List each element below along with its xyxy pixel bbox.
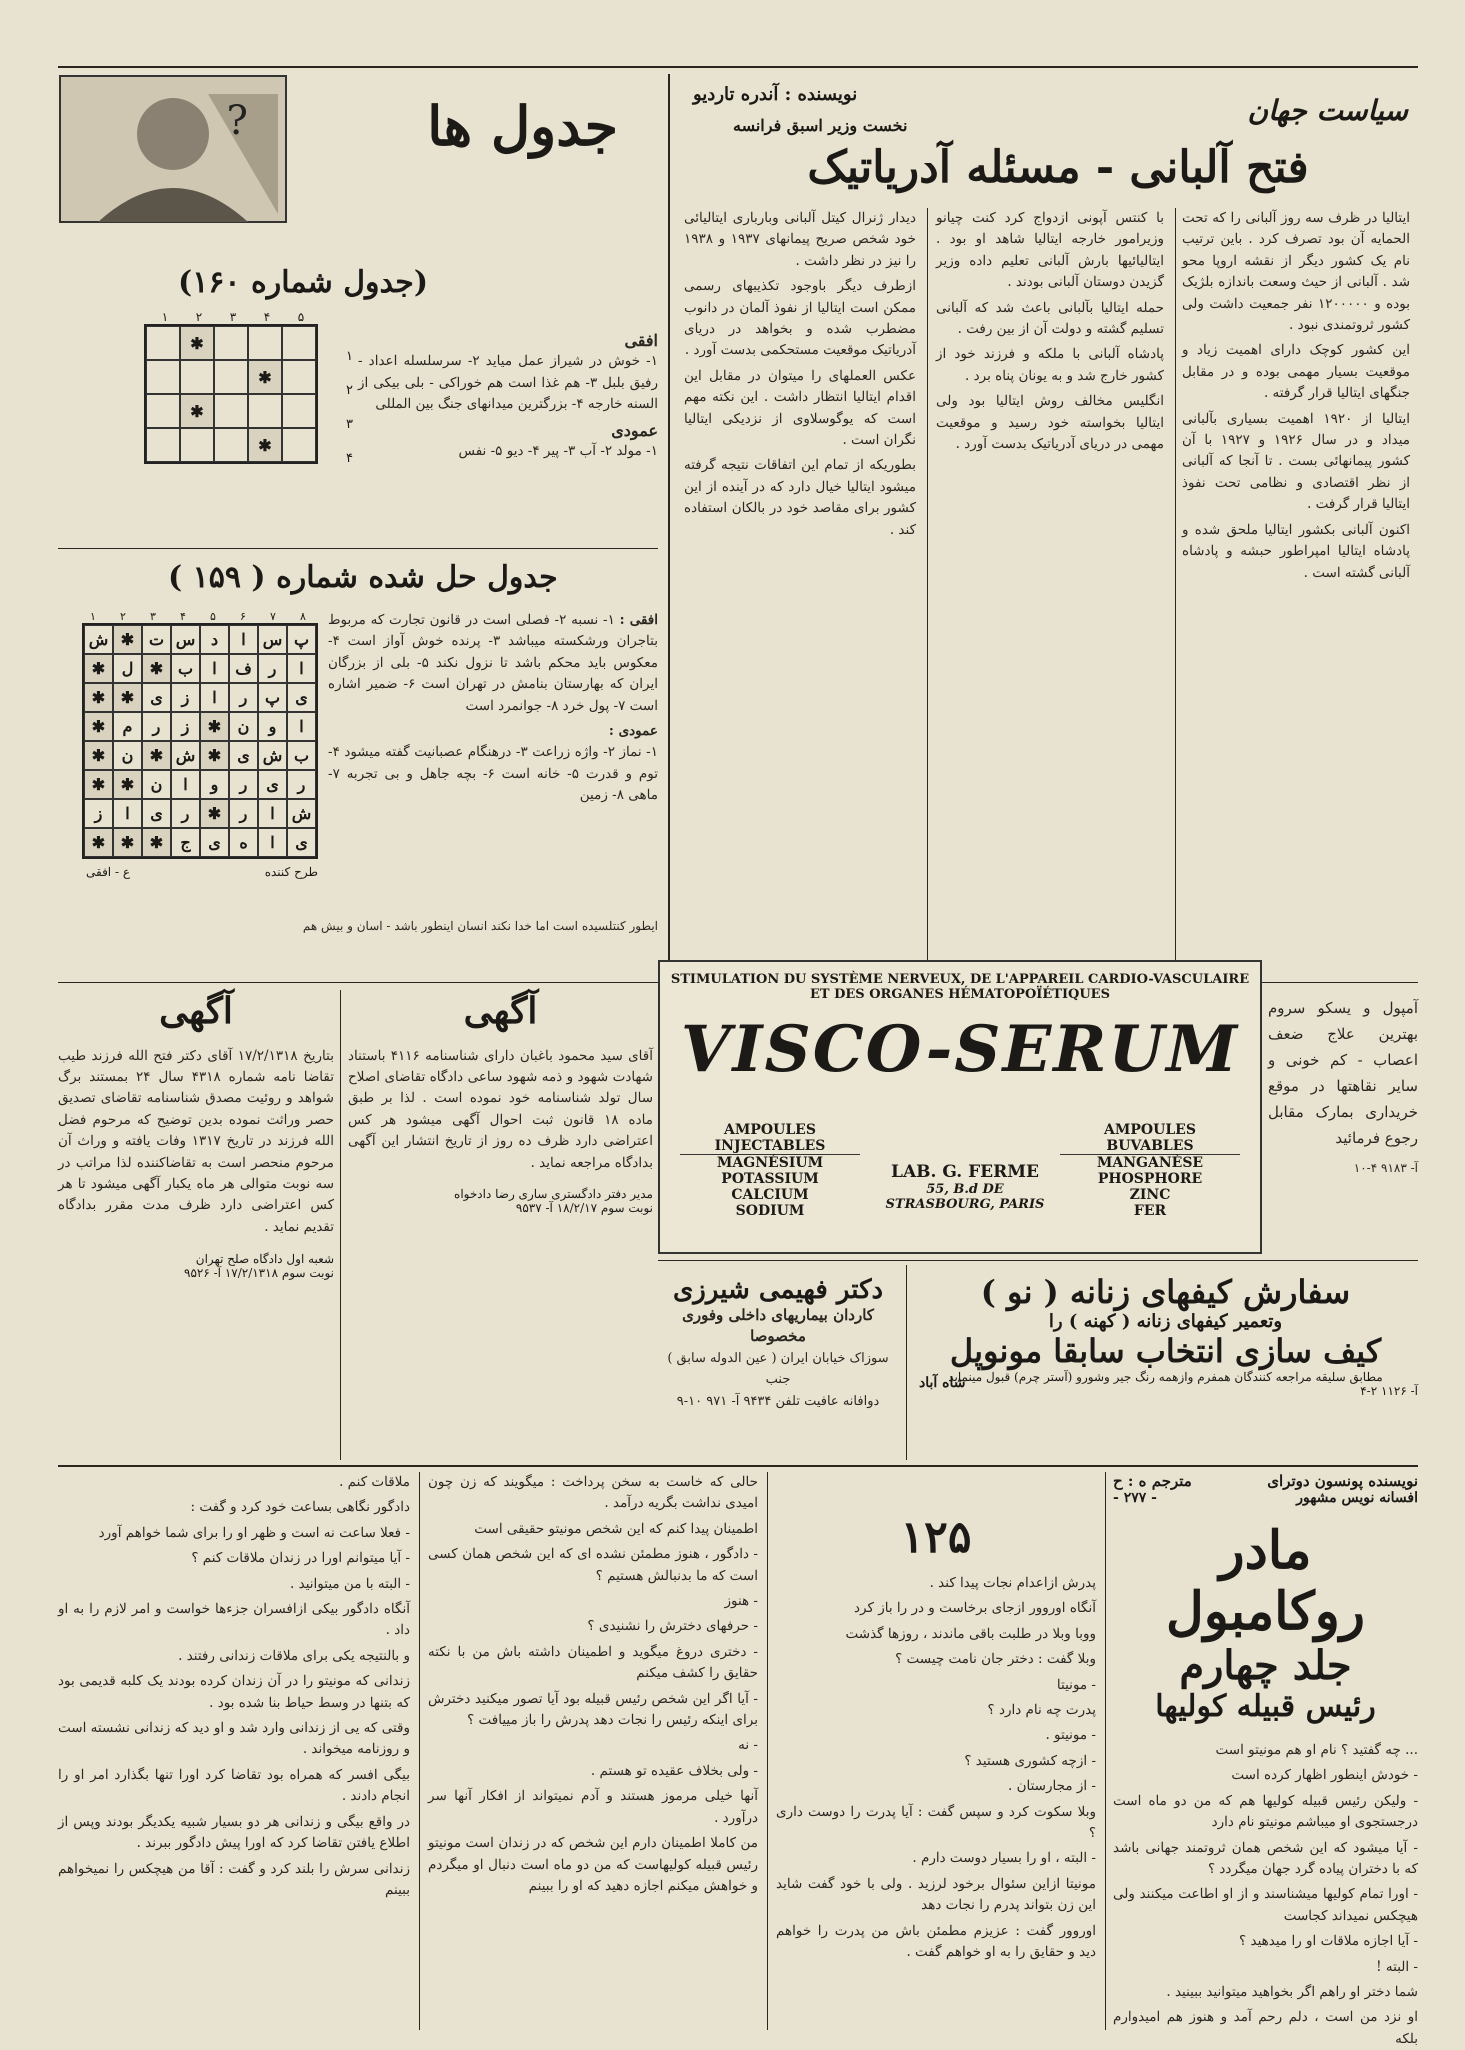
grid-cell[interactable] — [248, 394, 282, 428]
ad-item: MANGANÈSE — [1096, 1155, 1204, 1171]
article-paragraph: پادشاه آلبانی با ملکه و فرزند خود از کشور خارج شد و به یونان پناه برد . — [936, 346, 1164, 384]
serial-chapter: رئیس قبیله کولیها — [1155, 1689, 1376, 1724]
solution-cell: ش — [84, 625, 113, 654]
solution-cell: ل — [113, 654, 142, 683]
ad-lab — [870, 1162, 1060, 1212]
decorative-portrait-icon — [58, 74, 288, 224]
star-cell-icon: ✱ — [200, 712, 229, 741]
serial-paragraph: و بالنتیجه یکی برای ملاقات زندانی رفتند . — [178, 1647, 410, 1664]
solution-cell: ا — [287, 712, 316, 741]
serial-paragraph: اطمینان پیدا کنم که این شخص مونیتو حقیقی است — [474, 1520, 758, 1537]
serial-paragraph: - دادگور ، هنوز مطمئن نشده ای که این شخص همان کسی است که ما بدنبالش هستیم ؟ — [428, 1546, 758, 1584]
solution-cell: ا — [287, 654, 316, 683]
row-number: ۲ — [346, 383, 353, 398]
doctor-ad — [658, 1265, 898, 1460]
notice-body: آقای سید محمود باغبان دارای شناسنامه ۴۱۱۶ باستناد شهادت شهود و ذمه شهود ساعی دادگاه تقاضای اصلاح سال تولد شناسنامه خود نموده است . لذا بر طبق ماده ۱۸ قانون ثبت احوال آگهی میشود هر کس اعتراضی دارد ظرف ده روز از تاریخ انتشار این آگهی بدادگاه مراجعه نماید . — [348, 1047, 654, 1171]
solution-cell: ب — [287, 741, 316, 770]
solution-cell: ی — [287, 683, 316, 712]
notice-signature: مدیر دفتر دادگستری ساری رضا دادخواه — [454, 1187, 653, 1202]
row-number: ۴ — [346, 451, 353, 466]
grid-cell[interactable] — [146, 394, 180, 428]
serial-paragraph: - البته با من میتوانید . — [290, 1575, 410, 1592]
column-number: ۵ — [210, 610, 216, 623]
serial-sub-credits — [1113, 1490, 1418, 1506]
solution-cell: ش — [258, 741, 287, 770]
grid-cell[interactable] — [282, 394, 316, 428]
serial-title: مادر روکامبول — [1165, 1520, 1365, 1642]
solution-cell: ی — [142, 799, 171, 828]
across-clues: ۱- خوش در شیراز عمل میاید ۲- سرسلسله اعداد - رفیق بلبل ۳- هم غذا است هم خوراکی - بلی بیکی از السنه خارجه ۴- بزرگترین میدانهای جنگ بین المللی — [358, 353, 658, 413]
solution-cell: ن — [113, 741, 142, 770]
bags-side: شاه آباد — [919, 1375, 966, 1391]
serial-paragraph: - ولیکن رئیس قبیله کولیها هم که من دو ماه است درجستجوی او میباشم مونیتو نام دارد — [1113, 1792, 1418, 1831]
serial-paragraph: - حرفهای دخترش را نشنیدی ؟ — [587, 1618, 758, 1635]
star-cell-icon: ✱ — [84, 828, 113, 857]
serial-paragraph: - ولی بخلاف عقیده تو هستم . — [590, 1762, 758, 1779]
column-divider — [340, 990, 341, 1460]
serial-author-desc: افسانه نویس مشهور — [1296, 1490, 1418, 1506]
puzzle-row-numbers — [333, 340, 353, 490]
solution-cell: ت — [142, 625, 171, 654]
serial-paragraph: - آیا اگر این شخص رئیس قبیله بود آیا تصور میکنید دخترش برای اینکه رئیس را نجات دهد پدرش را باز مییافت ؟ — [428, 1690, 758, 1729]
column-number: ۱ — [90, 610, 96, 623]
solution-cell: ی — [287, 828, 316, 857]
serial-paragraph: دادگور نگاهی بساعت خود کرد و گفت : — [190, 1499, 410, 1516]
solution-cell: ف — [229, 654, 258, 683]
serial-paragraph: او نزد من است ، دلم رحم آمد و هنوز هم امیدوارم بلکه — [1113, 2009, 1418, 2047]
serial-subtitle: جلد چهارم — [1179, 1642, 1352, 1689]
serial-paragraph: - مونیتا — [1056, 1676, 1096, 1693]
bags-line-2: وتعمیر کیفهای زنانه ( کهنه ) را — [1048, 1311, 1283, 1332]
doctor-line: کاردان بیماریهای داخلی وفوری مخصوصا — [682, 1306, 874, 1346]
star-cell-icon: ✱ — [200, 741, 229, 770]
serial-paragraph: اوروور گفت : عزیزم مطمئن باش من پدرت را خواهم دید و حقایق را به او خواهم گفت . — [776, 1922, 1096, 1961]
column-divider — [906, 1265, 907, 1460]
solution-cell: ا — [200, 683, 229, 712]
serial-paragraph: - هنوز — [724, 1593, 758, 1610]
notice-signature: شعبه اول دادگاه صلح تهران — [195, 1251, 334, 1266]
serial-paragraph: - خودش اینطور اظهار کرده است — [1231, 1767, 1418, 1784]
solution-cell: ن — [142, 770, 171, 799]
serial-paragraph: - البته ، او را بسیار دوست دارم . — [912, 1850, 1096, 1867]
serial-author: نویسنده پونسون دوترای — [1267, 1472, 1418, 1490]
serial-paragraph: من کاملا اطمینان دارم این شخص که در زندان است مونیتو رئیس قبیله کولیهاست که من دو ماه است دنبال او میگردم و خواهش میکنم اجازه دهید که او را ببینم — [428, 1835, 758, 1894]
solution-down-text: ۱- نماز ۲- واژه زراعت ۳- درهنگام عصبانیت گفته میشود ۴- توم و قدرت ۵- خانه است ۶- بچه جاهل و بی تجربه ۷- ماهی ۸- زمین — [328, 744, 659, 804]
visco-serum-ad — [658, 960, 1262, 1254]
solution-cell: ا — [229, 625, 258, 654]
down-clues: ۱- مولد ۲- آب ۳- پیر ۴- دیو ۵- نفس — [458, 443, 658, 460]
solution-cell: ز — [171, 712, 200, 741]
solution-cell: ا — [200, 654, 229, 683]
column-divider — [927, 208, 928, 988]
bags-ad — [913, 1265, 1418, 1460]
column-divider — [1105, 1472, 1106, 2030]
serial-credits — [1113, 1472, 1418, 1490]
grid-cell[interactable] — [146, 326, 180, 360]
star-cell-icon: ✱ — [113, 683, 142, 712]
serial-paragraph: - اورا تمام کولیها میشناسند و از او اطاعت میکنند ولی هیچکس نمیداند کجاست — [1113, 1886, 1418, 1924]
solution-cell: م — [113, 712, 142, 741]
article-paragraph: با کنتس آپونی ازدواج کرد کنت چیانو وزیرامور خارجه ایتالیا شاهد او بود . ایتالیائیها بارش آلبانی تعلیم داده وزیر گزیدن دوستان آلبانی بودند . — [936, 210, 1164, 291]
ad-persian-code: آ- ۹۱۸۳ ۴-۱۰ — [1353, 1161, 1418, 1175]
solution-label: ع - افقی — [86, 865, 130, 879]
row-number: ۱ — [346, 349, 353, 364]
column-number: ۳ — [150, 610, 156, 623]
solution-note — [68, 916, 658, 976]
column-number: ۴ — [180, 610, 186, 623]
column-divider — [1175, 208, 1176, 988]
article-paragraph: اکنون آلبانی بکشور ایتالیا ملحق شده و پادشاه ایتالیا امپراطور حبشه و پادشاه آلبانی گشته است . — [1182, 521, 1410, 581]
star-cell-icon: ✱ — [84, 712, 113, 741]
ad-item: FER — [1133, 1203, 1167, 1219]
article-paragraph: این کشور کوچک دارای اهمیت زیاد و موقعیت بسیار مهمی بوده و در مقابل جنگهای ایتالیا قرار گرفته . — [1182, 342, 1410, 402]
serial-paragraph: - البته ! — [1376, 1958, 1418, 1975]
grid-cell[interactable] — [146, 360, 180, 394]
solution-across-label: افقی : — [619, 612, 659, 628]
author-line: نویسنده : آندره تاردیو — [693, 84, 858, 105]
serial-paragraph: شما دختر او راهم اگر بخواهید میتوانید ببینید . — [1166, 1984, 1418, 2001]
solution-note-text: ایطور کنتلسیده است اما خدا نکند انسان اینطور باشد - اسان و بیش هم — [302, 919, 658, 933]
solution-cell: ی — [229, 741, 258, 770]
serial-translator: مترجم ه : ح — [1113, 1472, 1192, 1490]
divider-rule — [658, 1260, 1418, 1261]
column-number: ۳ — [229, 310, 237, 324]
serial-paragraph: زندانی که مونیتو را در آن زندان کرده بودند یک کلبه قدیمی بود که بتنها در وسط حیاط بنا شده بود . — [58, 1673, 410, 1711]
article-paragraph: ازطرف دیگر باوجود تکذیبهای رسمی ممکن است ایتالیا از نفوذ آلمان در دانوب مضطرب شده و بخواهد در دریای آدریاتیک موقعیت مستحکمی بدست آورد . — [684, 278, 916, 359]
column-number: ۷ — [270, 610, 276, 623]
solution-cell: ر — [171, 799, 200, 828]
bags-code: آ- ۱۱۲۶ ۲-۴ — [1360, 1384, 1418, 1398]
grid-cell[interactable] — [214, 360, 248, 394]
solution-cell: ن — [229, 712, 258, 741]
solution-cell: ز — [171, 683, 200, 712]
solution-cell: ه — [229, 828, 258, 857]
grid-cell[interactable] — [214, 428, 248, 462]
solution-cell: ر — [142, 712, 171, 741]
solution-column-numbers — [78, 610, 318, 623]
solution-cell: و — [258, 712, 287, 741]
svg-text:?: ? — [226, 98, 248, 144]
solution-cell: ی — [142, 683, 171, 712]
solution-cell: پ — [287, 625, 316, 654]
star-cell-icon: ✱ — [113, 770, 142, 799]
serial-paragraph: - ازچه کشوری هستید ؟ — [964, 1752, 1096, 1769]
star-cell-icon: ✱ — [200, 799, 229, 828]
solution-cell: ر — [229, 683, 258, 712]
visco-persian-text — [1268, 995, 1418, 1255]
solution-cell: ا — [258, 799, 287, 828]
solution-across-text: ۱- نسبه ۲- فصلی است در قانون تجارت که مربوط بتاجران ورشکسته میباشد ۳- پرنده خوش آواز است ۴- معکوس باید محکم باشد تا نزول نکند ۵- بلی از بزرگان ایران که بهارستان بنامش در تهران است ۶- ضمیر اشاره است ۷- پول خرد ۸- جوانمرد است — [328, 612, 659, 714]
solution-cell: ز — [84, 799, 113, 828]
notice-title: آگهی — [463, 990, 538, 1032]
article-paragraph: ایتالیا در ظرف سه روز آلبانی را که تحت الحمایه آن بود تصرف کرد . باین ترتیب نام یک کشور دیگر از نقشه اروپا محو شد . آلبانی از حیث وسعت باندازه بلژیک بوده و ۱۲۰۰۰۰۰ نفر جمعیت داشت ولی کشور ثروتمندی نبود . — [1182, 210, 1410, 334]
star-cell-icon: ✱ — [84, 770, 113, 799]
solution-cell: ر — [229, 799, 258, 828]
serial-paragraph: زندانی سرش را بلند کرد و گفت : آقا من هیچکس را نمیخواهم ببینم — [58, 1860, 410, 1898]
doctor-line: سوزاک خیابان ایران ( عین الدوله سابق ) جنب — [667, 1350, 889, 1388]
grid-cell[interactable] — [214, 394, 248, 428]
solution-cell: ی — [258, 770, 287, 799]
doctor-line: دوافانه عافیت تلفن ۹۴۳۴ آ- ۹۷۱ ۱۰-۹ — [676, 1393, 880, 1409]
grid-cell[interactable] — [146, 428, 180, 462]
solution-cell: و — [200, 770, 229, 799]
doctor-name: دکتر فهیمی شیرزی — [672, 1275, 884, 1305]
section-divider — [668, 74, 670, 994]
star-cell-icon: ✱ — [113, 828, 142, 857]
article-column-1 — [1182, 208, 1410, 978]
notice-2 — [58, 990, 334, 1460]
serial-header — [1113, 1472, 1418, 1732]
ad-item: POTASSIUM — [721, 1171, 819, 1187]
star-cell-icon: ✱ — [84, 683, 113, 712]
solution-cell: ش — [287, 799, 316, 828]
puzzle-clues — [358, 330, 658, 550]
solution-cell: ر — [229, 770, 258, 799]
grid-cell[interactable] — [248, 326, 282, 360]
ad-item: PHOSPHORE — [1097, 1171, 1203, 1187]
star-cell-icon: ✱ — [84, 741, 113, 770]
column-number: ۲ — [195, 310, 203, 324]
solution-cell: ج — [171, 828, 200, 857]
grid-cell[interactable] — [282, 360, 316, 394]
serial-paragraph: وبلا گفت : دختر جان نامت چیست ؟ — [895, 1651, 1096, 1668]
serial-paragraph: - مونیتو . — [1045, 1727, 1096, 1744]
star-cell-icon: ✱ — [248, 360, 282, 394]
divider-rule — [58, 1465, 1418, 1467]
ad-lab-name: LAB. G. FERME — [890, 1162, 1040, 1182]
notice-code: نوبت سوم ۱۷/۲/۱۳۱۸ آ- ۹۵۲۶ — [184, 1265, 334, 1280]
ad-item: MAGNÉSIUM — [716, 1155, 824, 1171]
serial-paragraph: - آیا میشود که این شخص همان ثروتمند جهانی باشد که با دختران پیاده گرد جهان میگردد ؟ — [1113, 1839, 1418, 1878]
top-rule — [58, 66, 1418, 68]
star-cell-icon: ✱ — [142, 828, 171, 857]
ad-item: CALCIUM — [731, 1187, 809, 1203]
serial-paragraph: وقتی که یی از زندانی وارد شد و او دید که زندانی نشسته است و روزنامه میخواند . — [58, 1720, 410, 1758]
serial-paragraph: پدرت چه نام دارد ؟ — [987, 1702, 1096, 1719]
star-cell-icon: ✱ — [180, 326, 214, 360]
ad-top-line: STIMULATION DU SYSTÈME NERVEUX, DE L'APPAREIL CARDIO-VASCULAIRE — [670, 972, 1250, 987]
solution-cell: ا — [171, 770, 200, 799]
column-number: ۸ — [300, 610, 306, 623]
solution-cell: ا — [113, 799, 142, 828]
serial-paragraph: - دختری دروغ میگوید و اطمینان داشته باش من با نکته حقایق را کشف میکنم — [428, 1643, 758, 1682]
serial-paragraph: - از مجارستان . — [1008, 1778, 1096, 1795]
notice-title: آگهی — [159, 990, 233, 1032]
star-cell-icon: ✱ — [180, 394, 214, 428]
ad-item: ZINC — [1129, 1187, 1171, 1203]
main-headline: فتح آلبانی - مسئله آدریاتیک — [807, 142, 1309, 193]
puzzle-grid-area — [138, 310, 318, 520]
serial-paragraph: - نه — [738, 1737, 758, 1754]
article-header — [673, 74, 1418, 204]
serial-column-4 — [58, 1472, 410, 2030]
ad-top-line-2: ET DES ORGANES HÉMATOPOÏÉTIQUES — [810, 987, 1110, 1002]
solution-footer — [86, 865, 318, 879]
notice-code: نوبت سوم ۱۸/۲/۱۷ آ- ۹۵۳۷ — [515, 1201, 653, 1216]
star-cell-icon: ✱ — [248, 428, 282, 462]
solution-cell: ر — [287, 770, 316, 799]
serial-paragraph: حالی که خاست به سخن پرداخت : میگویند که زن چون امیدی نداشت بگریه درآمد . — [428, 1474, 758, 1512]
serial-paragraph: ووبا وبلا در طلبت باقی ماندند ، روزها گذشت — [845, 1625, 1096, 1642]
star-cell-icon: ✱ — [142, 654, 171, 683]
star-cell-icon: ✱ — [84, 654, 113, 683]
ad-subtitle: AMPOULES INJECTABLES — [680, 1122, 860, 1155]
solution-down-label: عمودی : — [608, 723, 658, 740]
serial-episode-number: ۱۲۵ — [900, 1512, 972, 1563]
ad-subtitle: AMPOULES BUVABLES — [1060, 1122, 1240, 1155]
serial-paragraph: آنها خیلی مرموز هستند و آدم نمیتواند از افکار آنها سر درآورد . — [428, 1788, 758, 1826]
ad-item: SODIUM — [735, 1203, 805, 1219]
ad-persian-body: آمپول و یسکو سروم بهترین علاج ضعف اعصاب - کم خونی و سایر نقاهتها در موقع خریداری بمارک مقابل رجوع فرمائید — [1268, 999, 1418, 1147]
serial-paragraph: بیگی افسر که همراه بود تقاضا کرد اورا تنها بگذارد امر او را انجام دادند . — [58, 1766, 410, 1805]
serial-paragraph: آنگاه دادگور بیکی ازافسران جزءها خواست و امر لازم را به او داد . — [58, 1601, 410, 1639]
article-paragraph: انگلیس مخالف روش ایتالیا بود ولی ایتالیا بخواسته خود رسید و موقعیت مهمی در دریای آدریاتیک بدست آورد . — [936, 393, 1164, 453]
solution-cell: ر — [258, 654, 287, 683]
row-number: ۳ — [346, 417, 353, 432]
grid-cell[interactable] — [282, 326, 316, 360]
crossword-title: جدول ها — [427, 94, 618, 158]
serial-paragraph: - آیا میتوانم اورا در زندان ملاقات کنم ؟ — [191, 1550, 410, 1567]
column-number: ۱ — [161, 310, 169, 324]
puzzle-column-numbers — [148, 310, 318, 324]
bags-line-1: سفارش کیفهای زنانه ( نو ) — [980, 1273, 1351, 1311]
notice-body: بتاریخ ۱۷/۲/۱۳۱۸ آقای دکتر فتح الله فرزند طیب تقاضا نامه شماره ۴۳۱۸ سال ۲۴ بمستند برگ شواهد و روئیت مصدق شناسنامه تقاضای تصدیق حصر وراثت نموده بدین توضیح که مرحوم فضل الله فرزند در تاریخ ۱۳۱۷ وفات یافته و وراث آن مرحوم منحصر است به تقاضاکننده لذا مراتب در سه نوبت متوالی هر ماه یکبار آگهی میشود تا هر کس اعتراضی دارد ظرف مدت مقرر بدادگاه تقدیم نماید . — [58, 1047, 335, 1235]
grid-cell[interactable] — [180, 360, 214, 394]
author-title: نخست وزیر اسبق فرانسه — [733, 116, 908, 135]
solution-cell: س — [258, 625, 287, 654]
serial-paragraph: ... چه گفتید ؟ نام او هم مونیتو است — [1215, 1742, 1418, 1758]
article-paragraph: ایتالیا از ۱۹۲۰ اهمیت بسیاری بآلبانی میداد و در سال ۱۹۲۶ و ۱۹۲۷ با آن کشور پیمانهائی بست . تا آنجا که آلبانی از نظر اقتصادی و نظامی تحت نفوذ ایتالیا قرار گرفت . — [1182, 410, 1410, 513]
serial-paragraph: وبلا سکوت کرد و سپس گفت : آیا پدرت را دوست داری ؟ — [776, 1803, 1096, 1842]
notice-1 — [348, 990, 653, 1460]
column-number: ۵ — [297, 310, 305, 324]
serial-paragraph: پدرش ازاعدام نجات پیدا کند . — [929, 1575, 1096, 1591]
serial-paragraph: مونیتا ازاین سئوال برخود لرزید . ولی با خود گفت شاید این زن بتواند پدرم را نجات دهد — [776, 1875, 1096, 1914]
solution-title: جدول حل شده شماره ( ۱۵۹ ) — [168, 560, 558, 595]
puzzle-title: (جدول شماره ۱۶۰) — [178, 265, 429, 300]
solution-cell: ب — [171, 654, 200, 683]
article-paragraph: عکس العملهای را میتوان در مقابل این اقدام ایتالیا انتظار داشت . این نکته مهم است که یوگوسلاوی از نزدیکی ایتالیا نگران است . — [684, 367, 916, 449]
serial-column-1 — [1113, 1740, 1418, 2047]
ad-buvables — [1060, 1122, 1240, 1219]
article-paragraph: دیدار ژنرال کیتل آلبانی وبارباری ایتالیائی خود شخص صریح پیمانهای ۱۹۳۷ و ۱۹۳۸ را نیز در نظر داشت . — [684, 210, 916, 269]
column-number: ۲ — [120, 610, 126, 623]
article-column-3 — [684, 208, 916, 978]
section-title: سیاست جهان — [1247, 94, 1408, 127]
solution-cell: ش — [171, 741, 200, 770]
grid-cell[interactable] — [180, 428, 214, 462]
newspaper-page — [58, 60, 1418, 2047]
ad-injectables — [680, 1122, 860, 1219]
solution-grid-area — [68, 610, 318, 910]
ad-lab-address: 55, B.d DE STRASBOURG, PARIS — [885, 1182, 1045, 1212]
serial-paragraph: - فعلا ساعت نه است و ظهر او را برای شما خواهم آورد — [98, 1524, 410, 1541]
serial-number: - ۲۷۷ - — [1113, 1490, 1157, 1506]
article-paragraph: بطوریکه از تمام این اتفاقات نتیجه گرفته میشود ایتالیا خیال دارد که در آینده از این کشور برای مقاصد خود در بالکان استفاده کند . — [684, 457, 916, 538]
article-column-2 — [936, 208, 1164, 978]
serial-paragraph: در واقع بیگی و زندانی هر دو بسیار شبیه یکدیگر بودند وپس از اطلاع یافتن تقاضا کرد که اورا پیش دادگور ببرند . — [58, 1813, 410, 1852]
solution-cell: س — [171, 625, 200, 654]
column-number: ۴ — [263, 310, 271, 324]
solution-clues — [328, 610, 658, 900]
serial-column-3 — [428, 1472, 758, 2030]
down-label: عمودی — [611, 420, 658, 440]
grid-cell[interactable] — [282, 428, 316, 462]
ad-brand: VISCO-SERUM — [680, 1012, 1240, 1087]
serial-paragraph: - آیا اجازه ملاقات او را میدهید ؟ — [1239, 1933, 1418, 1950]
column-divider — [419, 1472, 420, 2030]
article-paragraph: حمله ایتالیا بآلبانی باعث شد که آلبانی تسلیم گشته و دولت آن از بین رفت . — [936, 299, 1164, 338]
bags-line-4: مطابق سلیقه مراجعه کنندگان همفرم وازهمه رنگ جیر وشورو (آستر چرم) قبول مینماید — [948, 1370, 1383, 1384]
across-label: افقی — [624, 331, 658, 350]
solution-label: طرح کننده — [264, 865, 318, 879]
column-number: ۶ — [240, 610, 246, 623]
bags-line-3: کیف سازی انتخاب سابقا مونوپل — [949, 1332, 1382, 1370]
column-divider — [767, 1472, 768, 2030]
solution-cell: پ — [258, 683, 287, 712]
solution-grid — [82, 623, 318, 859]
star-cell-icon: ✱ — [142, 741, 171, 770]
divider-rule — [58, 548, 658, 549]
grid-cell[interactable] — [214, 326, 248, 360]
serial-paragraph: آنگاه اوروور ازجای برخاست و در را باز کرد — [854, 1600, 1096, 1617]
crossword-header — [58, 74, 658, 224]
star-cell-icon: ✱ — [113, 625, 142, 654]
crossword-grid — [144, 324, 318, 464]
serial-column-2 — [776, 1472, 1096, 2030]
serial-paragraph: ملاقات کنم . — [339, 1474, 410, 1490]
solution-cell: ی — [200, 828, 229, 857]
solution-cell: ا — [258, 828, 287, 857]
solution-cell: د — [200, 625, 229, 654]
